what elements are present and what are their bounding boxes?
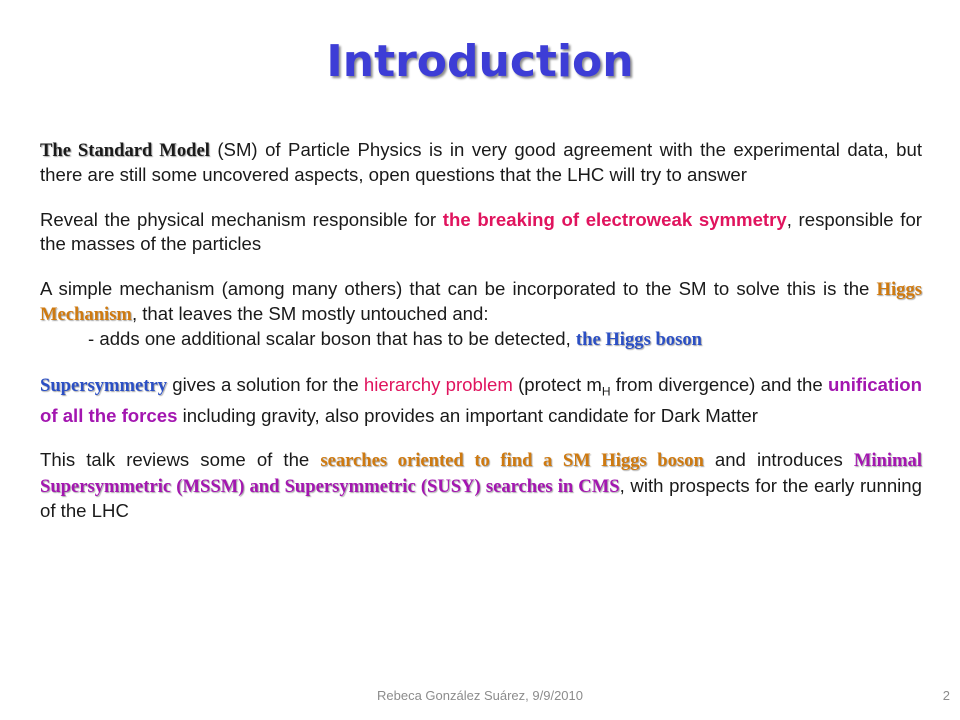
text: Reveal the physical mechanism responsible for [40, 208, 443, 230]
term-sm-higgs-searches: searches oriented to find a SM Higgs boson [320, 450, 704, 472]
text: from divergence) and the [610, 373, 828, 395]
text: , responsible for the masses of the particles [40, 208, 922, 255]
highlight-electroweak: the breaking of electroweak symmetry [442, 208, 787, 230]
term-standard-model: The Standard Model [40, 140, 210, 161]
term-higgs-mechanism: Higgs Mechanism [40, 278, 922, 326]
term-supersymmetry: Supersymmetry [40, 374, 168, 396]
slide-title: Introduction [326, 36, 634, 87]
paragraph-talk-overview [40, 448, 922, 523]
text: and introduces [703, 449, 854, 471]
text: including gravity, also provides an important candidate for Dark Matter [177, 404, 758, 426]
text: A simple mechanism (among many others) that can be incorporated to the SM to solve this is the [40, 277, 877, 299]
text: This talk reviews some of the [40, 449, 321, 471]
highlight-hierarchy-problem: hierarchy problem [363, 373, 513, 395]
paragraph-supersymmetry [40, 373, 922, 429]
paragraph-higgs-mechanism [40, 277, 922, 328]
subscript-h: H [601, 384, 611, 399]
text: gives a solution for the [167, 373, 364, 395]
term-mssm-susy-searches: Minimal Supersymmetric (MSSM) and Supersymmetric (SUSY) searches in CMS [40, 450, 923, 497]
term-higgs-boson: the Higgs boson [575, 329, 702, 351]
text: (SM) of Particle Physics is in very good agreement with the experimental data, but there are still some uncovered aspects, open questions that the LHC will try to answer [40, 139, 922, 186]
text: (protect m [512, 373, 602, 395]
paragraph-electroweak [40, 208, 922, 257]
text: , that leaves the SM mostly untouched and: [131, 303, 489, 325]
text: - adds one additional scalar boson that has to be detected, [88, 328, 576, 350]
page-number: 2 [942, 688, 950, 703]
slide-footer: Rebeca González Suárez, 9/9/2010 [377, 688, 583, 703]
slide-body [40, 138, 922, 524]
paragraph-standard-model [40, 138, 922, 188]
highlight-unification: unification of all the forces [40, 373, 922, 426]
text: , with prospects for the early running of the LHC [40, 474, 922, 522]
sub-bullet-higgs-boson [40, 327, 922, 352]
